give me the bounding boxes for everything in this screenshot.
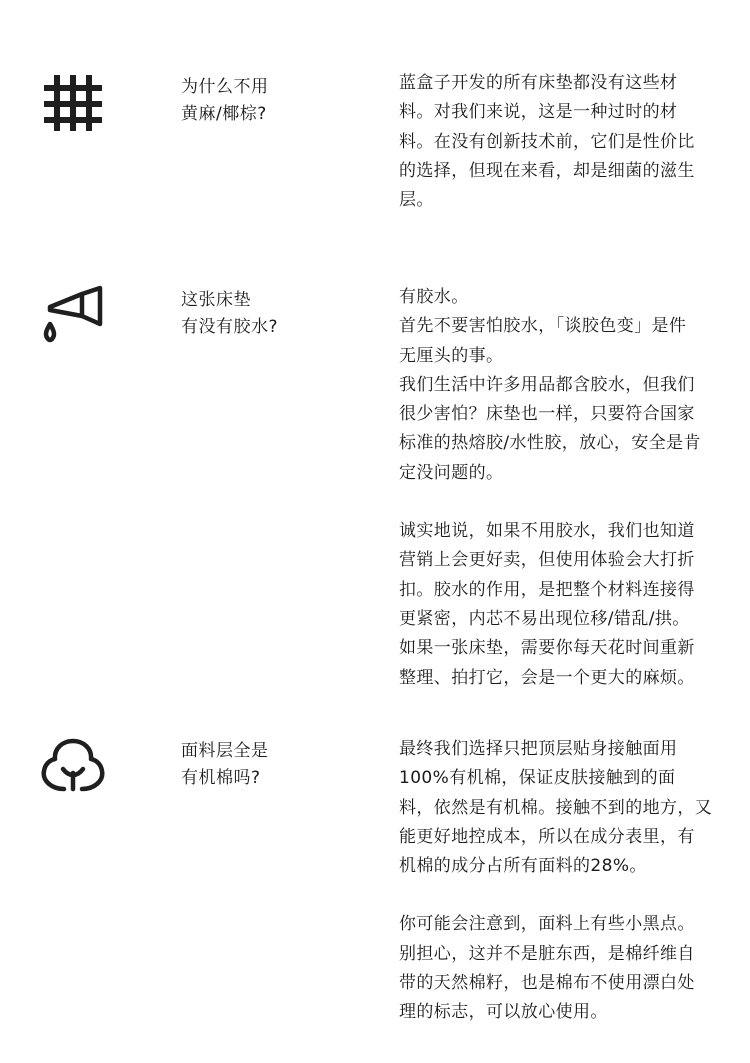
answer-paragraph: 蓝盒子开发的所有床垫都没有这些材 料。对我们来说，这是一种过时的材 料。在没有创新技术前，它们是性价比 的选择，但现在来看，却是细菌的滋生 层。 <box>399 73 695 211</box>
answer-paragraph: 有胶水。 首先不要害怕胶水，「谈胶色变」是件 无厘头的事。 我们生活中许多用品都含胶水，但我们 很少害怕？床垫也一样，只要符合国家 标准的热熔胶/水性胶，放心，安全是肯 定没问题的。 <box>399 287 701 483</box>
answer-paragraph: 诚实地说，如果不用胶水，我们也知道 营销上会更好卖，但使用体验会大打折 扣。胶水的作用，是把整个材料连接得 更紧密，内芯不易出现位移/错乱/拱。 如果一张床垫，需要你每天花时间重新 整理、拍打它，会是一个更大的麻烦。 <box>399 521 695 688</box>
glue-tube-icon <box>38 282 108 352</box>
faq-question: 面料层全是 有机棉吗? <box>181 741 269 788</box>
faq-question: 为什么不用 黄麻/椰棕? <box>181 77 269 124</box>
faq-answer <box>399 69 733 215</box>
answer-paragraph: 最终我们选择只把顶层贴身接触面用 100%有机棉，保证皮肤接触到的面 料，依然是有机棉。接触不到的地方，又 能更好地控成本，所以在成分表里，有 机棉的成分占所有面料的28%。 <box>399 739 713 877</box>
faq-answer <box>399 283 733 693</box>
cotton-plant-icon <box>38 729 108 799</box>
grid-mesh-icon <box>38 69 108 139</box>
faq-question: 这张床垫 有没有胶水? <box>181 290 279 337</box>
faq-answer <box>399 735 733 1028</box>
answer-paragraph: 你可能会注意到，面料上有些小黑点。 别担心，这并不是脏东西，是棉纤维自 带的天然棉籽，也是棉布不使用漂白处 理的标志，可以放心使用。 <box>399 914 695 1023</box>
